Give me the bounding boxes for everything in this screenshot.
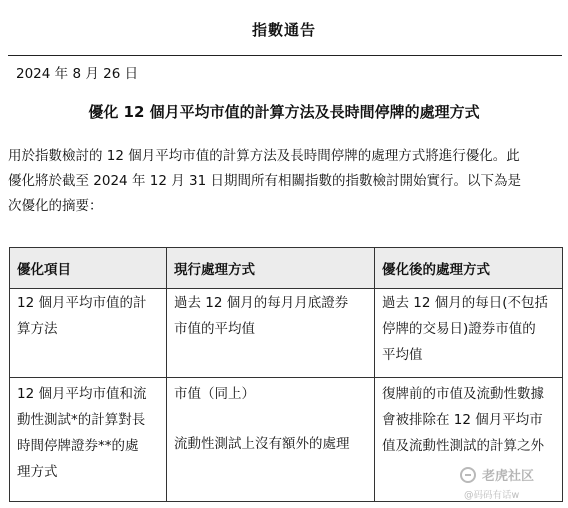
header-cell-item: 優化項目: [10, 248, 167, 289]
cell-item: [10, 289, 167, 378]
cell-line: 算方法: [17, 321, 58, 337]
notice-title: 指數通告: [251, 21, 316, 39]
optimization-table: [9, 247, 563, 502]
cell-line: 流動性測試上沒有額外的處理: [174, 436, 350, 452]
cell-item: [10, 378, 167, 502]
table-header-row: [10, 248, 563, 289]
cell-line: 12 個月平均市值和流: [17, 386, 147, 402]
cell-line: 理方式: [17, 464, 58, 480]
cell-line: 過去 12 個月的每月月底證券: [174, 295, 349, 311]
header-cell-current: 現行處理方式: [167, 248, 375, 289]
notice-subtitle: 優化 12 個月平均市值的計算方法及長時間停牌的處理方式: [88, 103, 480, 121]
cell-line: 過去 12 個月的每日(不包括: [382, 295, 549, 311]
cell-line: 時間停牌證券**的處: [17, 438, 139, 454]
cell-line: 市值的平均值: [174, 321, 255, 337]
intro-line: 用於指數檢討的 12 個月平均市值的計算方法及長時間停牌的處理方式將進行優化。此: [8, 148, 520, 164]
intro-paragraph: [8, 144, 564, 219]
cell-current: [167, 378, 375, 502]
header-cell-optimized: 優化後的處理方式: [375, 248, 563, 289]
watermark-brand: 老虎社区: [482, 469, 535, 484]
watermark: [460, 466, 558, 502]
cell-line: 市值（同上）: [174, 386, 255, 402]
notice-date: 2024 年 8 月 26 日: [16, 66, 139, 82]
cell-line: 值及流動性測試的計算之外: [382, 438, 544, 454]
cell-line: 停牌的交易日)證券市值的: [382, 321, 536, 337]
cell-line: 復牌前的市值及流動性數據: [382, 386, 544, 402]
cell-optimized: [375, 289, 563, 378]
cell-spacer: [174, 407, 368, 431]
table-row: [10, 289, 563, 378]
cell-line: 會被排除在 12 個月平均市: [382, 412, 543, 428]
cell-current: [167, 289, 375, 378]
header-divider: [8, 55, 562, 56]
tiger-logo-icon: [460, 467, 476, 483]
intro-line: 次優化的摘要：: [8, 198, 103, 214]
watermark-handle: @码码有话w: [464, 490, 520, 501]
cell-line: 動性測試*的計算對長: [17, 412, 146, 428]
cell-line: 平均值: [382, 347, 423, 363]
intro-line: 優化將於截至 2024 年 12 月 31 日期間所有相關指數的指數檢討開始實行。以下為是: [8, 173, 521, 189]
cell-line: 12 個月平均市值的計: [17, 295, 147, 311]
